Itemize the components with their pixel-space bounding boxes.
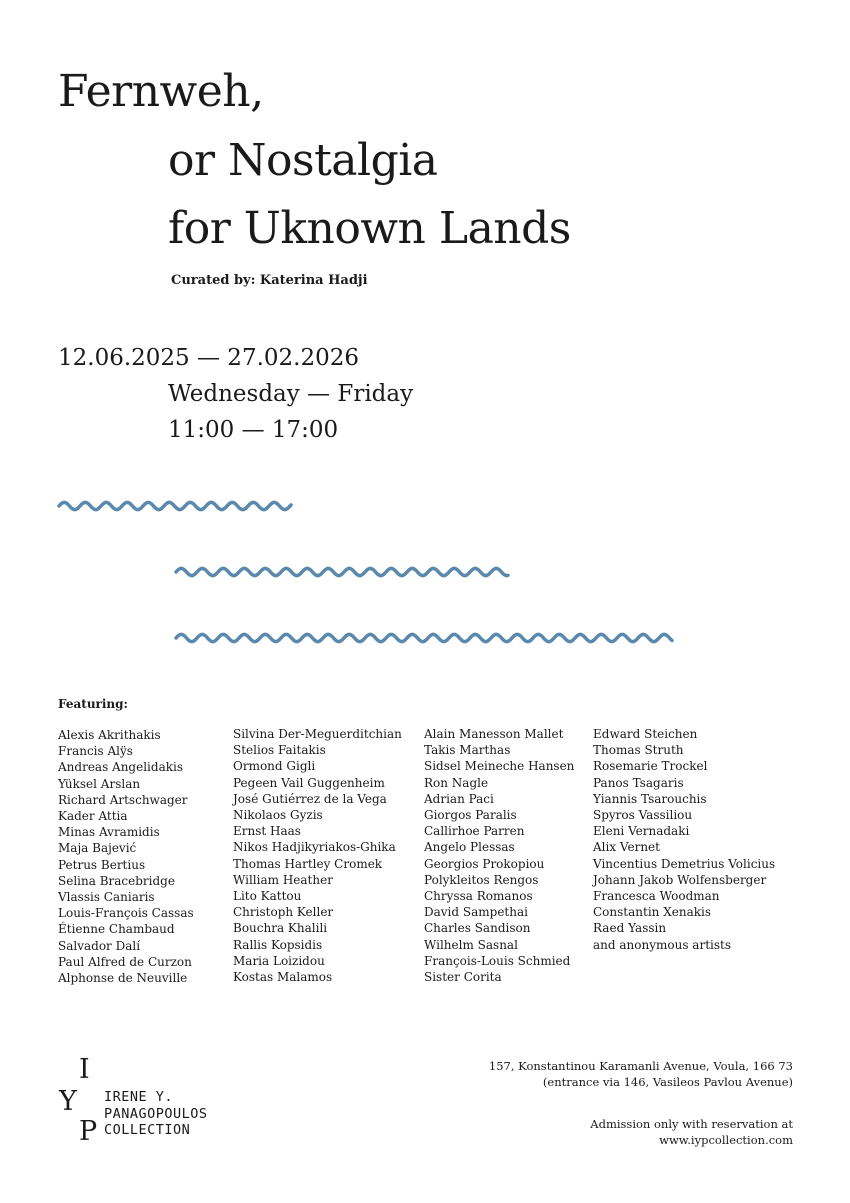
artist-name: David Sampethai <box>424 905 528 920</box>
artist-name: Paul Alfred de Curzon <box>58 954 192 969</box>
address-line-1: 157, Konstantinou Karamanli Avenue, Voula, 166 73 <box>488 1059 793 1073</box>
artist-name: Andreas Angelidakis <box>58 760 183 775</box>
logo-letter-y: Y <box>59 1086 77 1117</box>
logo-line-3: COLLECTION <box>104 1122 191 1138</box>
artist-name: Silvina Der-Meguerditchian <box>233 727 402 741</box>
artist-name: Nikolaos Gyzis <box>233 808 323 823</box>
artist-name: Francesca Woodman <box>593 889 720 904</box>
artist-name: Charles Sandison <box>424 921 531 936</box>
artist-name: Ormond Gigli <box>233 759 316 774</box>
artist-name: Petrus Bertius <box>58 857 146 872</box>
artist-name: Ron Nagle <box>424 775 489 790</box>
artist-name: Rallis Kopsidis <box>233 937 323 952</box>
artist-name: Alain Manesson Mallet <box>424 727 564 741</box>
artist-name: Francis Alÿs <box>58 744 133 759</box>
artist-name: Adrian Paci <box>424 791 494 806</box>
artist-name: Selina Bracebridge <box>58 873 175 888</box>
artist-name: Lito Kattou <box>233 889 302 904</box>
artist-name: and anonymous artists <box>593 937 731 952</box>
address-line-2: (entrance via 146, Vasileos Pavlou Avenue) <box>542 1075 793 1089</box>
artist-name: Kader Attia <box>58 809 128 824</box>
artist-name: Polykleitos Rengos <box>424 872 539 887</box>
artist-name: Georgios Prokopiou <box>424 856 545 871</box>
artist-name: Alexis Akrithakis <box>58 728 161 742</box>
artist-name: Christoph Keller <box>233 905 334 920</box>
logo-letter-p: P <box>79 1116 98 1147</box>
artist-name: Angelo Plessas <box>424 840 515 855</box>
artist-name: Nikos Hadjikyriakos-Ghika <box>233 840 396 855</box>
artist-name: Alix Vernet <box>593 840 660 855</box>
artist-name: Sidsel Meineche Hansen <box>424 759 575 774</box>
admission-line: Admission only with reservation at <box>590 1117 793 1131</box>
artist-name: Chryssa Romanos <box>424 889 533 904</box>
artist-name: Takis Marthas <box>424 743 511 758</box>
logo-line-2: PANAGOPOULOS <box>104 1105 208 1122</box>
artist-name: Minas Avramidis <box>58 825 160 840</box>
artist-list-column-2 <box>233 726 402 985</box>
artist-name: Étienne Chambaud <box>58 922 175 937</box>
artist-name: Raed Yassin <box>593 921 667 936</box>
title-line-1: Fernweh, <box>58 66 264 117</box>
title-line-2: or Nostalgia <box>168 135 438 186</box>
artist-name: Johann Jakob Wolfensberger <box>593 872 767 887</box>
artist-name: Rosemarie Trockel <box>593 759 708 774</box>
wave-decoration-3 <box>174 630 674 646</box>
artist-list-column-1 <box>58 727 194 986</box>
date-range: 12.06.2025 — 27.02.2026 <box>58 345 359 371</box>
artist-name: José Gutiérrez de la Vega <box>233 791 387 806</box>
logo-letter-i: I <box>79 1054 90 1085</box>
artist-name: Wilhelm Sasnal <box>424 937 518 952</box>
artist-name: Maria Loizidou <box>233 953 325 968</box>
website-link[interactable]: www.iypcollection.com <box>659 1133 793 1147</box>
title-line-3: for Uknown Lands <box>168 203 571 254</box>
artist-name: Panos Tsagaris <box>593 775 684 790</box>
artist-name: François-Louis Schmied <box>424 953 571 968</box>
artist-name: Maja Bajević <box>58 841 137 856</box>
artist-name: Ernst Haas <box>233 824 301 839</box>
admission-info <box>590 1116 793 1148</box>
artist-name: Kostas Malamos <box>233 970 333 985</box>
artist-name: Constantin Xenakis <box>593 905 711 920</box>
artist-name: Yüksel Arslan <box>58 776 141 791</box>
artist-name: Vlassis Caniaris <box>58 890 155 905</box>
featuring-heading: Featuring: <box>58 697 128 711</box>
artist-name: Sister Corita <box>424 970 502 985</box>
artist-name: Edward Steichen <box>593 727 698 741</box>
artist-name: Yiannis Tsarouchis <box>593 791 707 806</box>
artist-name: William Heather <box>233 872 333 887</box>
artist-name: Salvador Dalí <box>58 938 141 953</box>
artist-name: Richard Artschwager <box>58 792 188 807</box>
venue-address <box>489 1058 793 1090</box>
artist-name: Eleni Vernadaki <box>593 824 690 839</box>
artist-name: Vincentius Demetrius Volicius <box>593 856 776 871</box>
artist-name: Bouchra Khalili <box>233 921 328 936</box>
opening-hours: 11:00 — 17:00 <box>168 417 339 443</box>
artist-name: Spyros Vassiliou <box>593 808 693 823</box>
artist-name: Pegeen Vail Guggenheim <box>233 775 385 790</box>
artist-list-column-3 <box>424 726 574 985</box>
logo-wordmark <box>104 1089 208 1139</box>
artist-name: Thomas Struth <box>593 743 684 758</box>
artist-list-column-4 <box>593 726 775 953</box>
artist-name: Callirhoe Parren <box>424 824 525 839</box>
artist-name: Giorgos Paralis <box>424 808 517 823</box>
artist-name: Thomas Hartley Cromek <box>233 856 383 871</box>
artist-name: Louis-François Cassas <box>58 906 194 921</box>
logo-line-1: IRENE Y. <box>104 1089 174 1105</box>
artist-name: Stelios Faitakis <box>233 743 326 758</box>
artist-name: Alphonse de Neuville <box>58 971 188 986</box>
wave-decoration-2 <box>174 564 510 580</box>
wave-decoration-1 <box>57 498 293 514</box>
curator-credit: Curated by: Katerina Hadji <box>171 273 368 288</box>
opening-days: Wednesday — Friday <box>168 381 414 407</box>
